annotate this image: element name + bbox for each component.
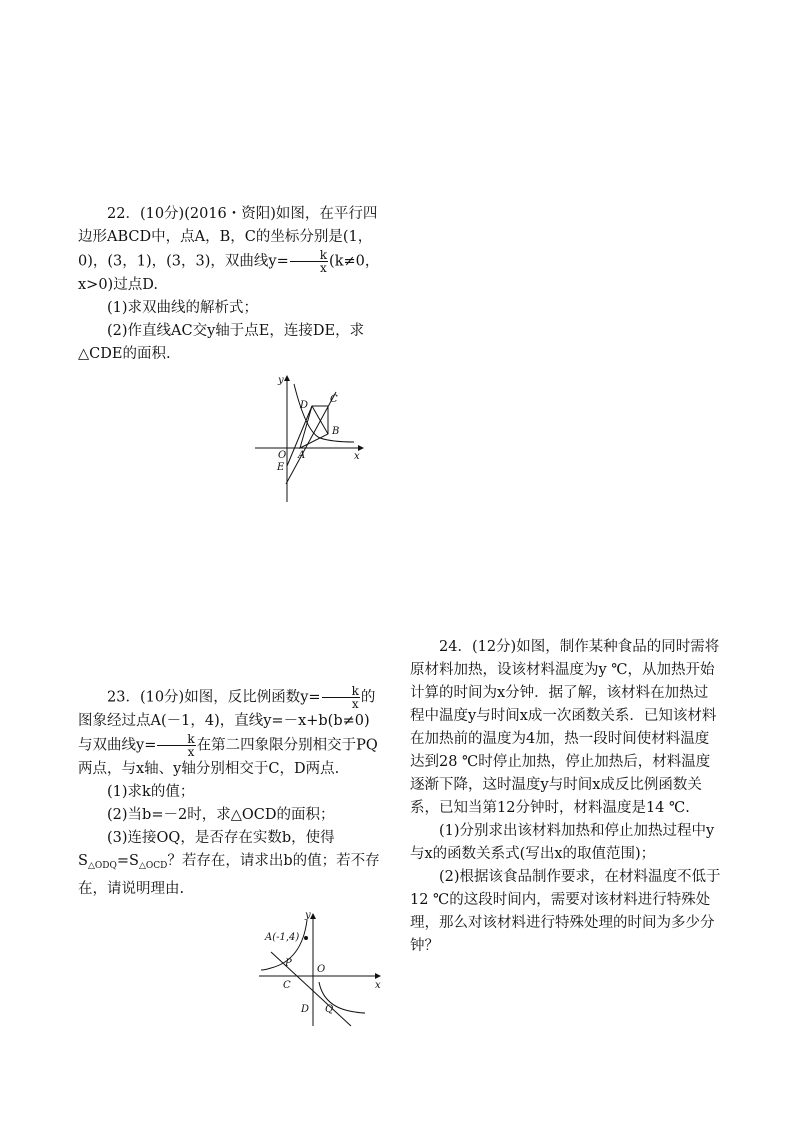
q23-figure: [255, 908, 385, 1030]
q22-label-d: D: [300, 400, 309, 411]
q23-part-1: (1)求k的值；: [107, 784, 195, 800]
q23-label-x: x: [375, 980, 381, 991]
q22-part-1: (1)求双曲线的解析式；: [107, 300, 259, 316]
q22-label-o: O: [278, 450, 287, 461]
q23-label-p: P: [285, 958, 292, 969]
q22-y-arrow: [284, 375, 290, 381]
q22-hyperbola: [294, 384, 354, 442]
q23-label-d: D: [301, 1004, 310, 1015]
q23-hyperbola-q2: [261, 920, 307, 970]
q23-label-a: A(-1,4): [265, 932, 300, 943]
q23-x-arrow: [375, 973, 381, 979]
question-22: [78, 203, 384, 366]
question-23: [78, 685, 384, 901]
q23-point-a: [304, 936, 308, 940]
q23-part-3: (3)连接OQ，是否存在实数b，使得$S_{\triangle ODQ}=S_{\triangle OCD}$？若存在，请求出b的值；若不存在，请说明理由.: [78, 830, 380, 897]
q22-line-ac: [286, 392, 336, 484]
q22-part-2: (2)作直线AC交y轴于点E，连接DE，求△CDE的面积.: [78, 323, 365, 362]
q22-label-e: E: [277, 462, 285, 473]
q22-statement: 22．(10分)(2016・资阳)如图，在平行四边形ABCD中，点A，B，C的坐标分别是(1，0)，(3，1)，(3，3)，双曲线y= $\frac{k}{x}$ (k≠0，x>0)过点D.: [78, 206, 380, 293]
q23-label-y: y: [305, 910, 311, 921]
q23-fraction-2: $\frac{k}{x}$: [157, 733, 195, 758]
q23-label-o: O: [317, 964, 326, 975]
q22-label-a: A: [298, 450, 306, 461]
q23-fraction-1: $\frac{k}{x}$: [322, 685, 360, 710]
q23-statement: 23．(10分)如图，反比例函数y= $\frac{k}{x}$ 的图象经过点A(－1，4)，直线y=－x+b(b≠0)与双曲线y= $\frac{k}{x}$ 在第二四象限分别相交于PQ两点，与x轴、y轴分别相交于C，D两点.: [78, 684, 378, 777]
q22-fraction: $\frac{k}{x}$: [290, 249, 328, 274]
q24-part-2: (2)根据该食品制作要求，在材料温度不低于12 ℃的这段时间内，需要对该材料进行特殊处理，那么对该材料进行特殊处理的时间为多少分钟？: [410, 869, 721, 954]
q23-part-2: (2)当b=－2时，求△OCD的面积；: [107, 807, 335, 823]
q22-label-y: y: [278, 375, 284, 386]
q23-label-q: Q: [325, 1004, 334, 1015]
q23-y-arrow: [310, 913, 316, 919]
question-24: [410, 636, 722, 958]
q22-figure: [250, 372, 365, 504]
q24-part-1: (1)分别求出该材料加热和停止加热过程中y与x的函数关系式(写出x的取值范围)；: [410, 823, 715, 862]
q22-label-c: C: [330, 394, 338, 405]
q24-statement: 24．(12分)如图，制作某种食品的同时需将原材料加热，设该材料温度为y ℃，从加热开始计算的时间为x分钟．据了解，该材料在加热过程中温度y与时间x成一次函数关系．已知该材料在加热前的温度为4加，热一段时间使材料温度达到28 ℃时停止加热，停止加热后，材料温度逐渐下降，这时温度y与时间x成反比例函数关系，已知当第12分钟时，材料温度是14 ℃.: [410, 639, 720, 816]
q22-label-x: x: [354, 451, 360, 462]
q22-label-b: B: [332, 426, 340, 437]
q23-label-c: C: [283, 980, 291, 991]
